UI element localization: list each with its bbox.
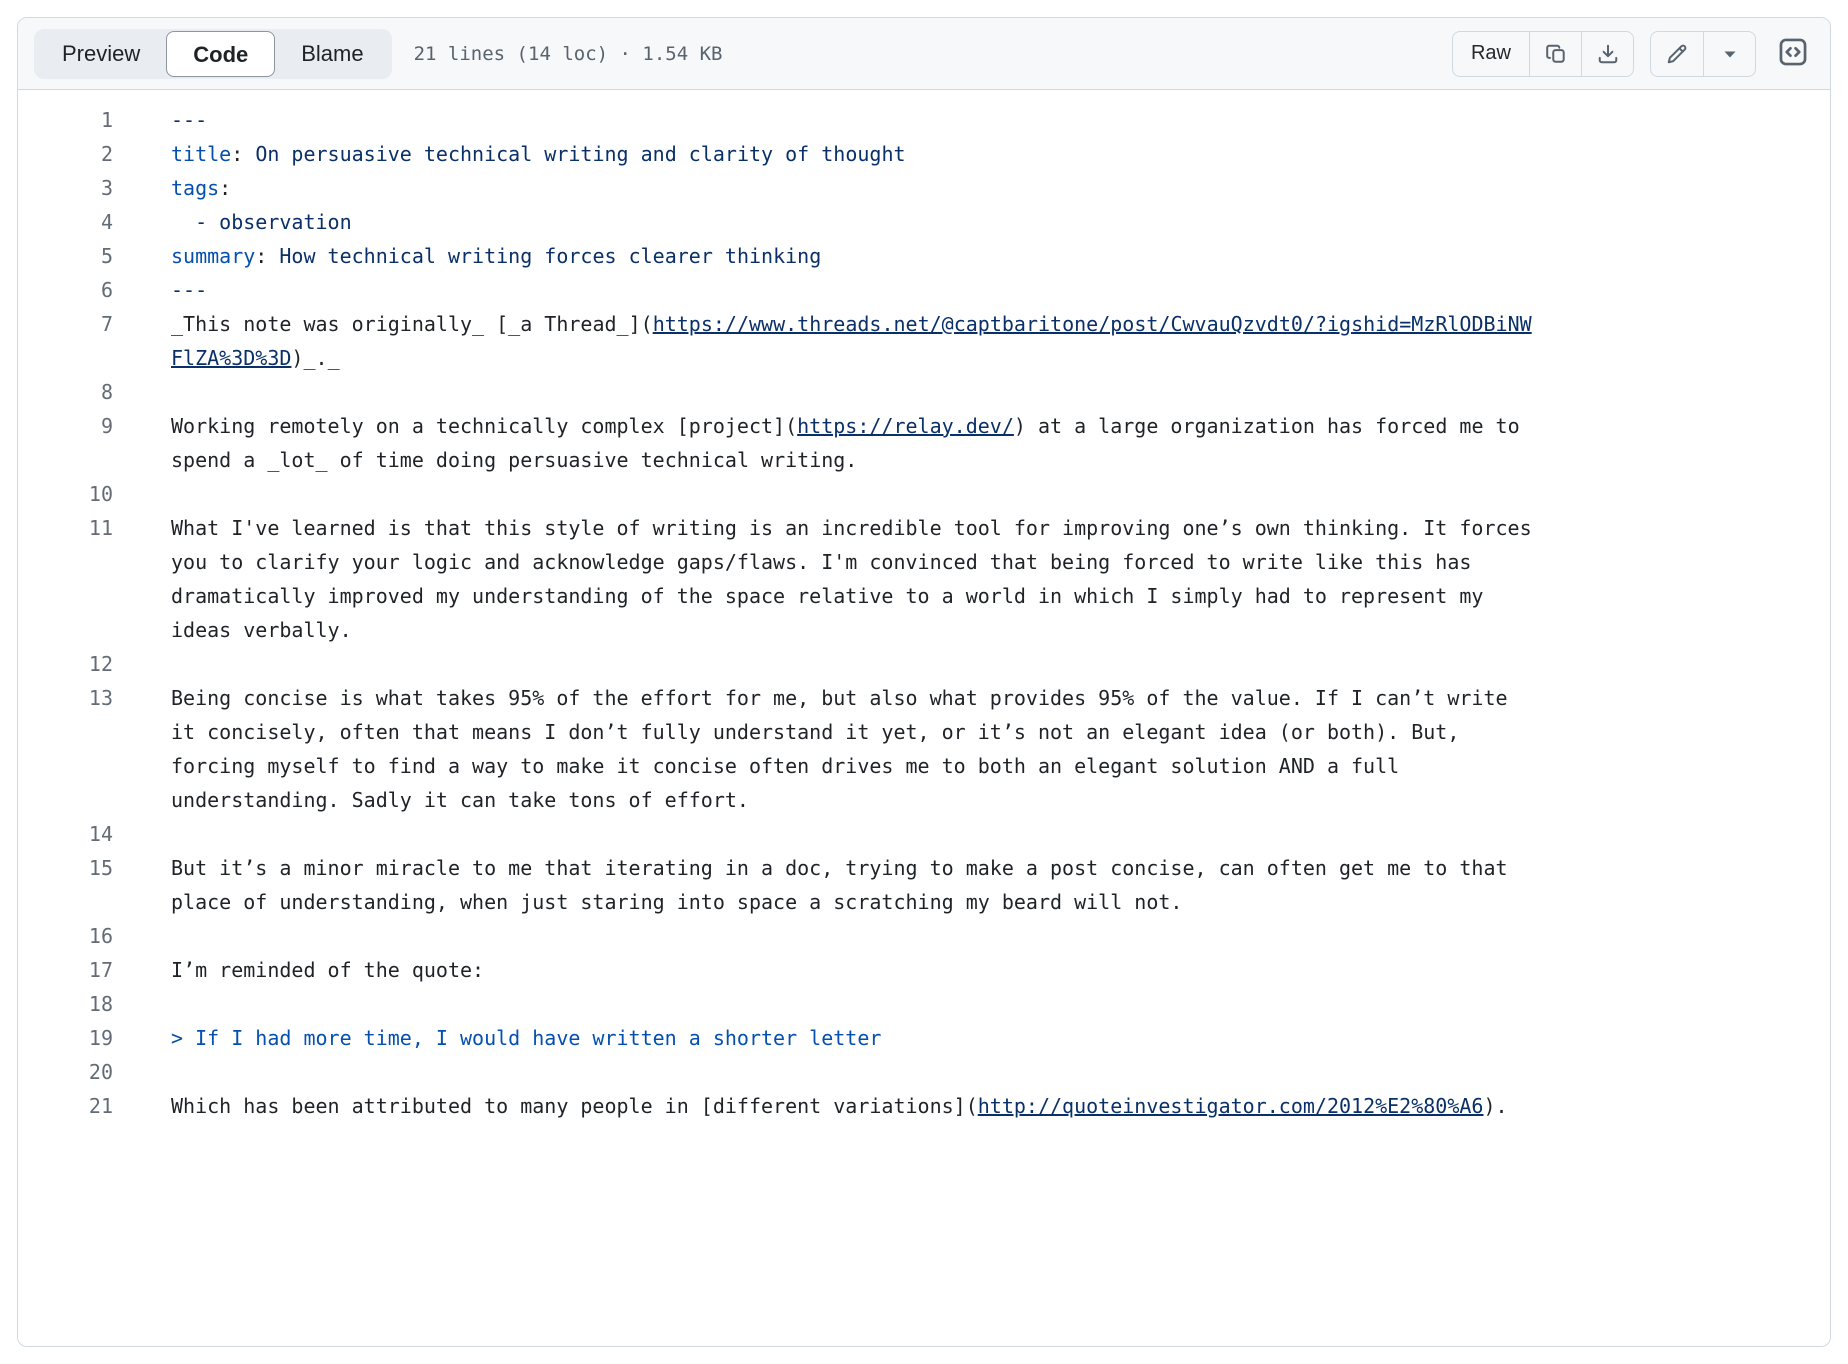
edit-button[interactable] xyxy=(1651,32,1703,76)
line-number[interactable]: 20 xyxy=(88,1060,113,1084)
pencil-icon xyxy=(1666,43,1688,65)
code-line xyxy=(18,919,1830,953)
code-segment: Which has been attributed to many people in [different variations]( xyxy=(171,1094,978,1118)
line-content xyxy=(171,851,1539,919)
line-content xyxy=(171,681,1539,817)
line-number[interactable]: 15 xyxy=(88,856,113,880)
raw-actions-group xyxy=(1452,31,1634,77)
line-content xyxy=(171,103,1539,137)
inline-link[interactable]: http://quoteinvestigator.com/2012%E2%80%A6 xyxy=(977,1094,1484,1118)
line-number[interactable]: 9 xyxy=(100,414,113,438)
code-line xyxy=(18,273,1830,307)
code-segment: lot xyxy=(279,448,316,472)
line-number[interactable]: 3 xyxy=(100,176,113,200)
code-line xyxy=(18,375,1830,409)
chevron-down-icon xyxy=(1723,49,1737,59)
code-line xyxy=(18,477,1830,511)
symbols-button[interactable] xyxy=(1772,31,1814,76)
line-content xyxy=(171,171,1539,205)
line-number[interactable]: 18 xyxy=(88,992,113,1016)
code-segment: : xyxy=(255,244,280,268)
header-right xyxy=(1452,31,1814,77)
tab-preview[interactable]: Preview xyxy=(36,31,166,77)
code-line xyxy=(18,239,1830,273)
code-segment: ) at a large organization has forced me to spend a xyxy=(171,414,1532,472)
code-segment: a Thread xyxy=(520,312,617,336)
code-segment: Being concise is what takes 95% of the effort for me, but also what provides 95% of the value. If I can’t write it concisely, often that means I don’t fully understand it yet, or it’s not an elegant idea (or both). But, forcing myself to find a way to make it concise often drives me to both an elegant solution AND a full understanding. Sadly it can take tons of effort. xyxy=(171,686,1520,812)
code-segment: - observation xyxy=(171,210,352,234)
code-line xyxy=(18,817,1830,851)
code-segment: _ xyxy=(327,346,340,370)
copy-icon xyxy=(1545,43,1567,65)
code-segment: ) xyxy=(291,346,304,370)
code-segment: : xyxy=(219,176,232,200)
raw-button[interactable]: Raw xyxy=(1453,32,1529,76)
code-segment: --- xyxy=(171,108,208,132)
line-number[interactable]: 12 xyxy=(88,652,113,676)
line-content xyxy=(171,511,1544,647)
line-number[interactable]: 8 xyxy=(100,380,113,404)
code-segment: _ xyxy=(472,312,485,336)
code-segment: But it’s a minor miracle to me that iterating in a doc, trying to make a post concise, can often get me to that place of understanding, when just staring into space a scratching my beard will not. xyxy=(171,856,1520,914)
copy-button[interactable] xyxy=(1529,32,1581,76)
line-content xyxy=(171,1021,1539,1055)
code-line xyxy=(18,1089,1830,1123)
code-line xyxy=(18,307,1830,375)
code-line xyxy=(18,171,1830,205)
line-number[interactable]: 7 xyxy=(100,312,113,336)
line-number[interactable]: 10 xyxy=(88,482,113,506)
tab-blame[interactable]: Blame xyxy=(275,31,389,77)
line-content xyxy=(171,987,1539,1021)
code-line xyxy=(18,1055,1830,1089)
code-line xyxy=(18,1021,1830,1055)
code-segment: Working remotely on a technically complex [project]( xyxy=(171,414,798,438)
code-line xyxy=(18,511,1830,647)
code-segment: ). xyxy=(1483,1094,1508,1118)
line-content xyxy=(171,375,1539,409)
tab-code[interactable]: Code xyxy=(166,31,275,77)
line-number[interactable]: 13 xyxy=(88,686,113,710)
line-content xyxy=(171,817,1539,851)
code-line xyxy=(18,647,1830,681)
code-line xyxy=(18,953,1830,987)
code-segment: --- xyxy=(171,278,208,302)
file-viewer xyxy=(17,17,1831,1347)
code-segment: > If I had more time, I would have written a shorter letter xyxy=(171,1026,882,1050)
line-number[interactable]: 6 xyxy=(100,278,113,302)
code-line xyxy=(18,137,1830,171)
code-segment: _ xyxy=(171,312,184,336)
code-line xyxy=(18,851,1830,919)
line-number[interactable]: 5 xyxy=(100,244,113,268)
line-content xyxy=(171,1089,1539,1123)
code-segment: On persuasive technical writing and clarity of thought xyxy=(255,142,906,166)
edit-dropdown-button[interactable] xyxy=(1703,32,1755,76)
code-area xyxy=(18,90,1830,1123)
code-segment: How technical writing forces clearer thinking xyxy=(279,244,822,268)
inline-link[interactable]: https://relay.dev/ xyxy=(797,414,1014,438)
line-content xyxy=(171,477,1539,511)
line-content xyxy=(171,1055,1539,1089)
line-content xyxy=(171,307,1539,375)
code-segment: of time doing persuasive technical writing. xyxy=(327,448,858,472)
line-number[interactable]: 16 xyxy=(88,924,113,948)
code-segment: _ xyxy=(616,312,629,336)
line-number[interactable]: 21 xyxy=(88,1094,113,1118)
view-switcher xyxy=(34,29,392,79)
code-square-icon xyxy=(1776,35,1810,72)
code-segment: _ xyxy=(508,312,521,336)
line-number[interactable]: 2 xyxy=(100,142,113,166)
code-segment: _ xyxy=(267,448,280,472)
line-number[interactable]: 19 xyxy=(88,1026,113,1050)
code-segment: _ xyxy=(303,346,316,370)
download-icon xyxy=(1597,43,1619,65)
code-segment: tags xyxy=(171,176,220,200)
file-header xyxy=(18,18,1830,90)
code-segment: I’m reminded of the quote: xyxy=(171,958,485,982)
line-content xyxy=(171,205,1539,239)
line-content xyxy=(171,647,1539,681)
inline-link[interactable]: https://www.threads.net/@captbaritone/post/CwvauQzvdt0/?igshid=MzRlODBiNWFlZA%3D%3D xyxy=(171,312,1532,370)
code-segment: . xyxy=(315,346,328,370)
code-line xyxy=(18,987,1830,1021)
code-segment: This note was originally xyxy=(183,312,473,336)
line-content xyxy=(171,137,1539,171)
code-line xyxy=(18,409,1830,477)
code-line xyxy=(18,205,1830,239)
line-number[interactable]: 1 xyxy=(100,108,113,132)
code-segment: : xyxy=(231,142,256,166)
line-content xyxy=(171,273,1539,307)
code-segment: [ xyxy=(484,312,509,336)
code-segment: What I've learned is that this style of writing is an incredible tool for improving one’s own thinking. It forces you to clarify your logic and acknowledge gaps/flaws. I'm convinced that being forced to write like this has dramatically improved my understanding of the space relative to a world in which I simply had to represent my ideas verbally. xyxy=(171,516,1544,642)
code-segment: title xyxy=(171,142,232,166)
header-left xyxy=(34,29,722,79)
line-content xyxy=(171,239,1539,273)
line-number[interactable]: 14 xyxy=(88,822,113,846)
download-button[interactable] xyxy=(1581,32,1633,76)
line-content xyxy=(171,919,1539,953)
code-line xyxy=(18,103,1830,137)
line-number[interactable]: 17 xyxy=(88,958,113,982)
code-segment: summary xyxy=(171,244,256,268)
code-segment: ]( xyxy=(628,312,653,336)
line-number[interactable]: 4 xyxy=(100,210,113,234)
code-line xyxy=(18,681,1830,817)
edit-actions-group xyxy=(1650,31,1756,77)
line-number[interactable]: 11 xyxy=(88,516,113,540)
line-content xyxy=(171,953,1539,987)
file-meta: 21 lines (14 loc) · 1.54 KB xyxy=(413,42,723,65)
code-lines xyxy=(18,103,1830,1123)
line-content xyxy=(171,409,1539,477)
code-segment: _ xyxy=(315,448,328,472)
